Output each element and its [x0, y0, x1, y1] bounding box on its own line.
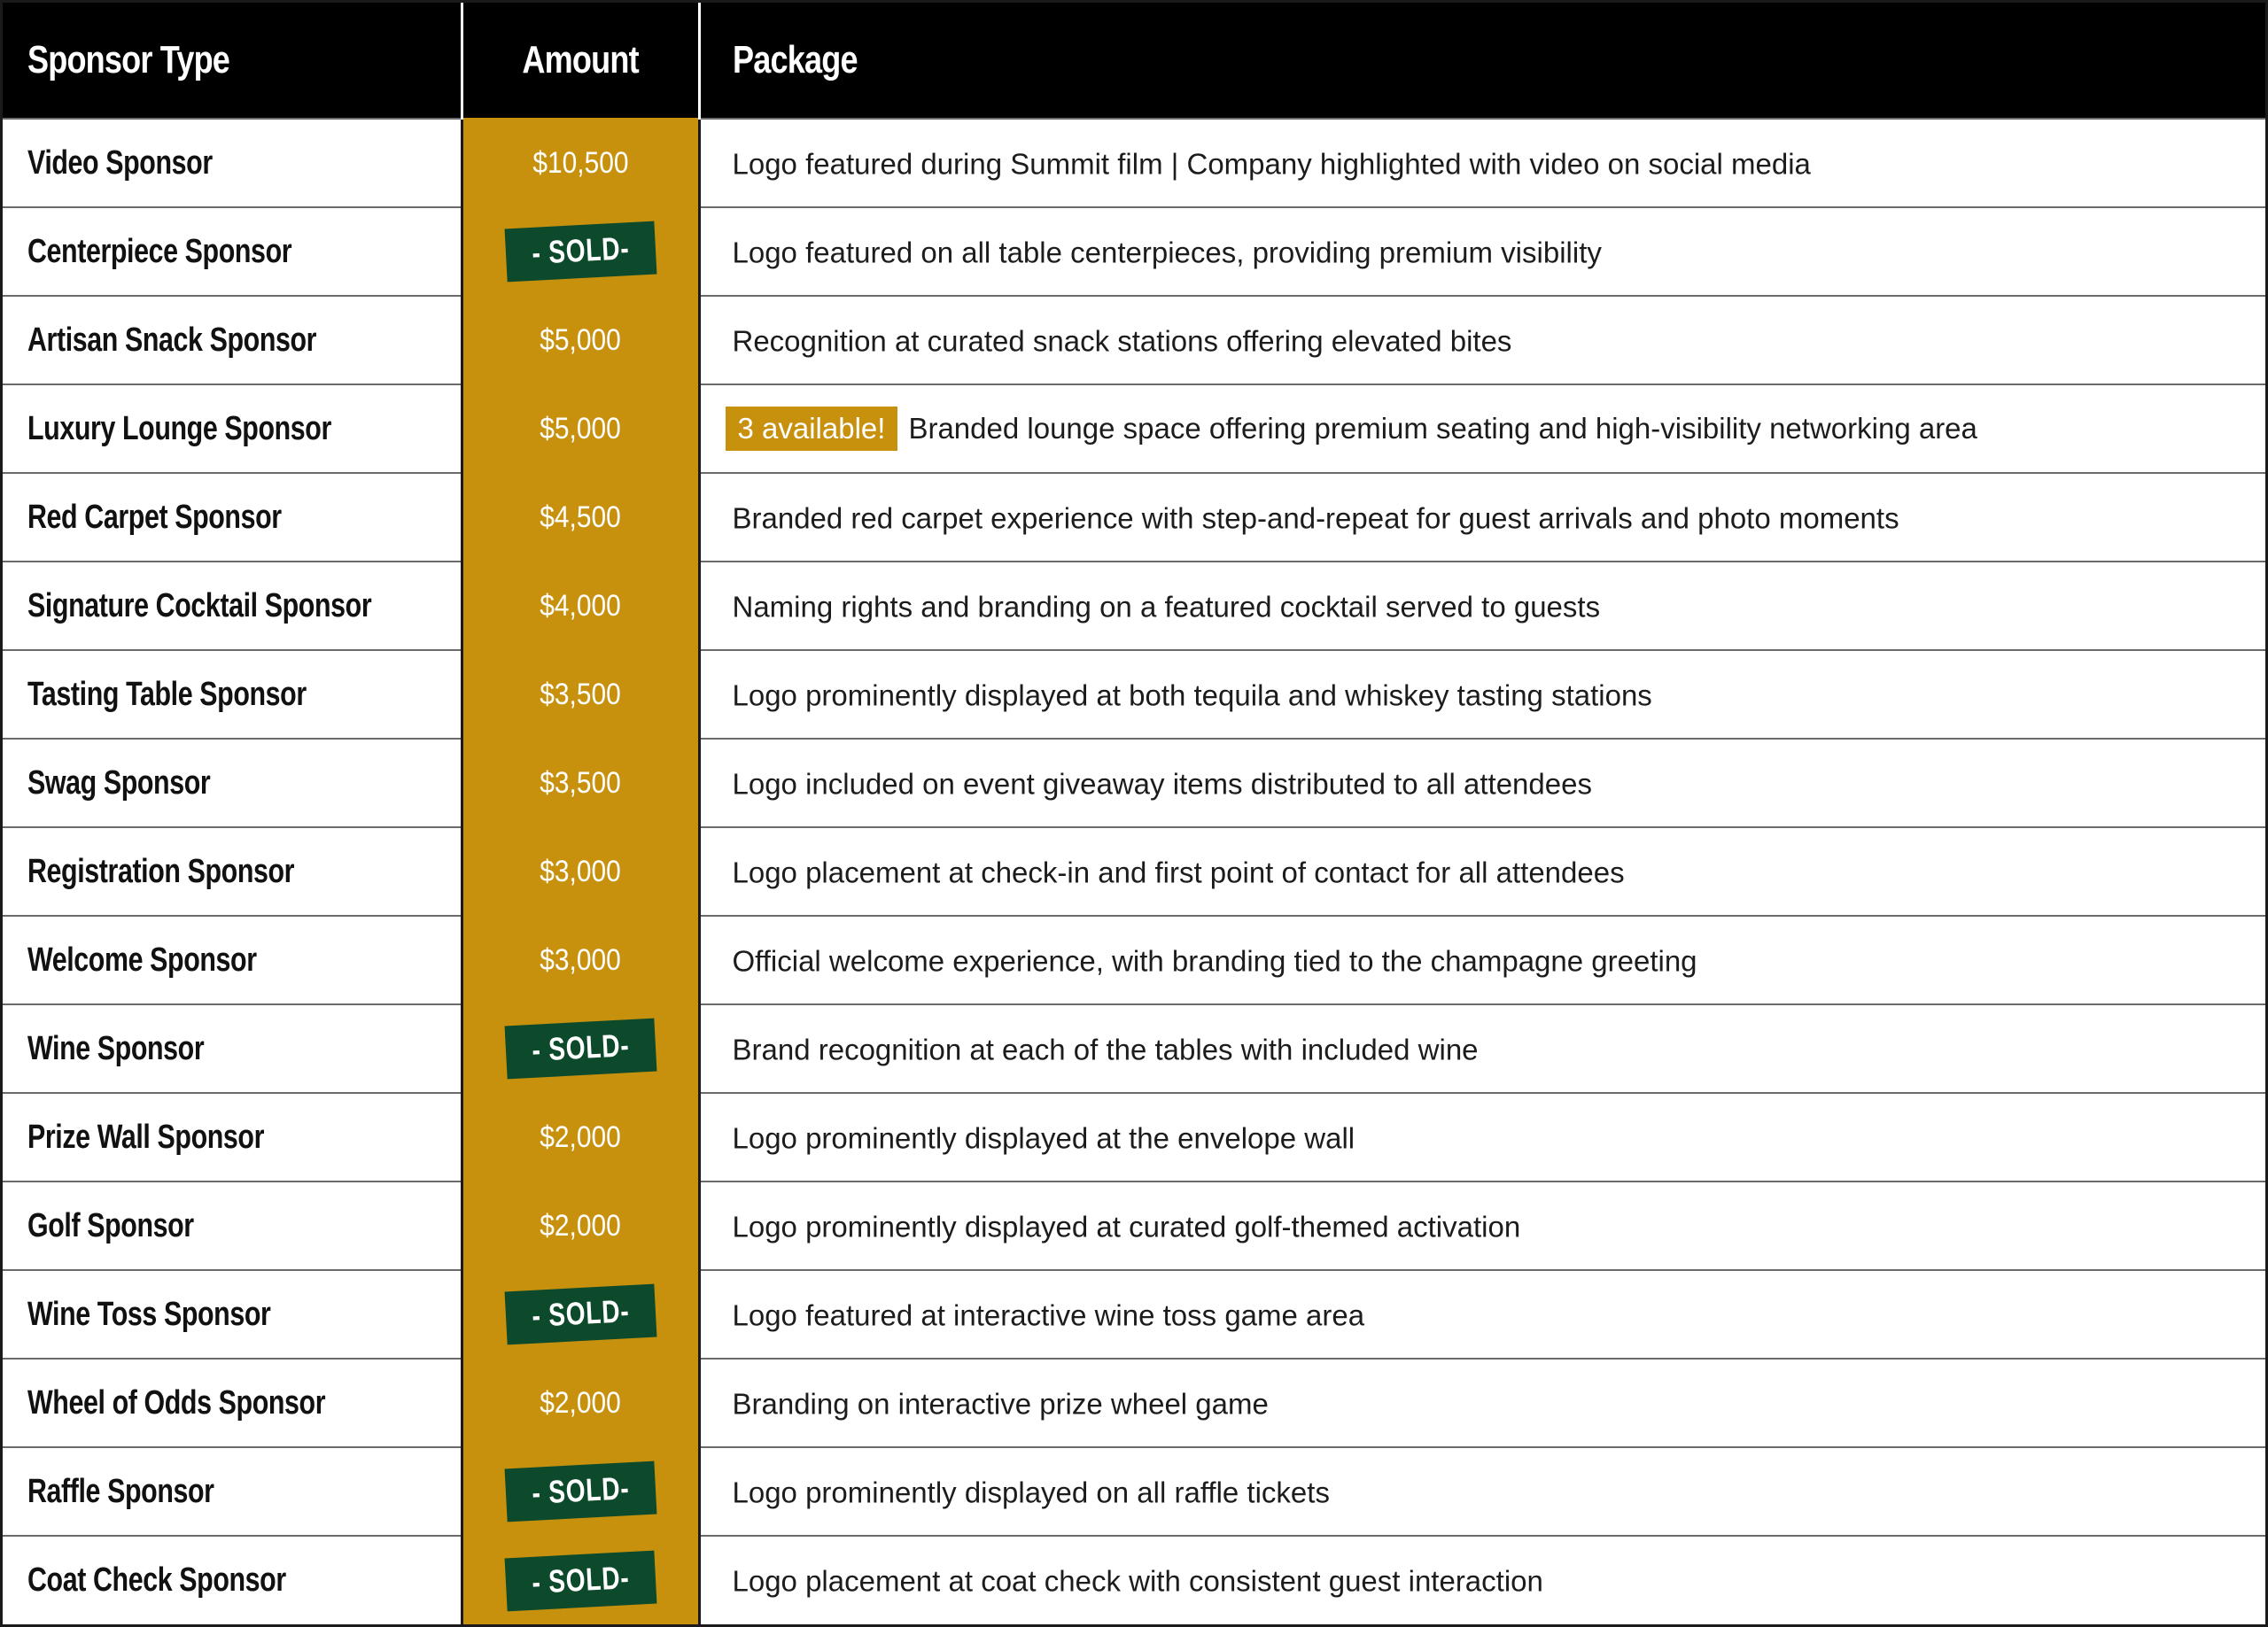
- package-description: Logo placement at coat check with consistent guest interaction: [732, 1564, 1543, 1598]
- table-row: [3, 827, 2265, 916]
- package-description: Logo featured on all table centerpieces, providing premium visibility: [732, 236, 1602, 269]
- sponsor-type-cell: [3, 384, 462, 473]
- package-description: Branded lounge space offering premium seating and high-visibility networking area: [908, 412, 1977, 445]
- amount-cell: [462, 473, 699, 562]
- package-description: Logo featured during Summit film | Company highlighted with video on social media: [732, 147, 1811, 181]
- amount-cell: [462, 1093, 699, 1182]
- package-cell: [699, 562, 2265, 650]
- sponsor-type-label: Red Carpet Sponsor: [27, 498, 282, 536]
- sponsor-type-cell: [3, 650, 462, 739]
- package-cell: [699, 119, 2265, 207]
- amount-value: $5,000: [540, 411, 621, 445]
- sponsor-type-label: Luxury Lounge Sponsor: [27, 409, 331, 447]
- amount-value: $3,000: [540, 854, 621, 888]
- amount-value: $5,000: [540, 322, 621, 357]
- sponsor-type-label: Video Sponsor: [27, 143, 213, 182]
- amount-cell: [462, 1359, 699, 1447]
- header-sponsor-type-label: Sponsor Type: [27, 38, 230, 81]
- header-sponsor-type: [3, 3, 462, 119]
- table-row: [3, 1004, 2265, 1093]
- sponsor-type-cell: [3, 473, 462, 562]
- package-description: Logo prominently displayed at the envelope wall: [732, 1121, 1355, 1155]
- package-cell: [699, 739, 2265, 827]
- amount-value: $3,500: [540, 677, 621, 711]
- package-description: Logo prominently displayed at both tequila and whiskey tasting stations: [732, 678, 1652, 712]
- sponsor-type-cell: [3, 1359, 462, 1447]
- sponsor-type-label: Prize Wall Sponsor: [27, 1118, 265, 1156]
- package-description: Logo featured at interactive wine toss game area: [732, 1298, 1365, 1332]
- package-description: Recognition at curated snack stations offering elevated bites: [732, 324, 1512, 358]
- sponsor-type-label: Wine Sponsor: [27, 1029, 205, 1067]
- sponsor-type-cell: [3, 562, 462, 650]
- amount-cell: [462, 739, 699, 827]
- package-cell: [699, 1447, 2265, 1536]
- sponsor-type-cell: [3, 207, 462, 296]
- header-amount: [462, 3, 699, 119]
- package-cell: [699, 827, 2265, 916]
- amount-cell: [462, 296, 699, 384]
- sponsor-type-cell: [3, 296, 462, 384]
- table-row: [3, 207, 2265, 296]
- sponsor-type-cell: [3, 1182, 462, 1270]
- package-cell: [699, 1182, 2265, 1270]
- sponsor-type-cell: [3, 1447, 462, 1536]
- amount-cell: [462, 827, 699, 916]
- table-row: [3, 1536, 2265, 1624]
- sold-badge-label: - SOLD-: [530, 1292, 630, 1334]
- sold-badge: [504, 1550, 656, 1611]
- table-row: [3, 1359, 2265, 1447]
- sponsor-type-label: Wheel of Odds Sponsor: [27, 1383, 326, 1422]
- sponsor-type-label: Tasting Table Sponsor: [27, 675, 307, 713]
- table-row: [3, 1270, 2265, 1359]
- header-package-label: Package: [732, 38, 858, 81]
- table-row: [3, 650, 2265, 739]
- availability-badge: 3 available!: [726, 407, 898, 451]
- amount-value: $3,000: [540, 942, 621, 977]
- sponsor-type-label: Wine Toss Sponsor: [27, 1295, 271, 1333]
- table-row: [3, 296, 2265, 384]
- sponsorship-table: [3, 3, 2265, 1624]
- sponsor-type-label: Swag Sponsor: [27, 763, 211, 802]
- sponsor-type-cell: [3, 1093, 462, 1182]
- table-row: [3, 916, 2265, 1004]
- amount-cell: [462, 1447, 699, 1536]
- package-cell: [699, 473, 2265, 562]
- table-row: [3, 1093, 2265, 1182]
- package-description: Branding on interactive prize wheel game: [732, 1387, 1269, 1421]
- sold-badge: [504, 1284, 656, 1345]
- package-description: Brand recognition at each of the tables with included wine: [732, 1033, 1479, 1066]
- package-cell: [699, 916, 2265, 1004]
- package-description: Branded red carpet experience with step-and-repeat for guest arrivals and photo moments: [732, 501, 1899, 535]
- sponsor-type-label: Coat Check Sponsor: [27, 1561, 286, 1599]
- sponsor-type-label: Welcome Sponsor: [27, 941, 257, 979]
- table-row: [3, 1182, 2265, 1270]
- package-cell: [699, 296, 2265, 384]
- amount-value: $2,000: [540, 1385, 621, 1420]
- table-row: [3, 384, 2265, 473]
- sponsor-type-cell: [3, 739, 462, 827]
- sponsor-type-cell: [3, 1270, 462, 1359]
- amount-cell: [462, 916, 699, 1004]
- amount-cell: [462, 650, 699, 739]
- package-cell: [699, 207, 2265, 296]
- table-body: [3, 119, 2265, 1624]
- package-description: Logo placement at check-in and first point of contact for all attendees: [732, 856, 1625, 889]
- package-cell: [699, 1093, 2265, 1182]
- amount-value: $2,000: [540, 1120, 621, 1154]
- package-description: Logo included on event giveaway items distributed to all attendees: [732, 767, 1592, 801]
- table-row: [3, 562, 2265, 650]
- package-description: Logo prominently displayed on all raffle tickets: [732, 1476, 1330, 1509]
- sold-badge-label: - SOLD-: [530, 1027, 630, 1068]
- sold-badge-label: - SOLD-: [530, 1558, 630, 1600]
- sponsor-type-label: Centerpiece Sponsor: [27, 232, 292, 270]
- amount-cell: [462, 207, 699, 296]
- sold-badge: [504, 1019, 656, 1080]
- sold-badge-label: - SOLD-: [530, 1469, 630, 1511]
- table-header: [3, 3, 2265, 119]
- package-cell: [699, 1004, 2265, 1093]
- amount-value: $3,500: [540, 765, 621, 800]
- sponsor-type-cell: [3, 916, 462, 1004]
- sponsor-type-label: Signature Cocktail Sponsor: [27, 586, 372, 624]
- amount-value: $10,500: [532, 145, 629, 180]
- sold-badge: [504, 1461, 656, 1522]
- sponsor-type-cell: [3, 119, 462, 207]
- sponsor-type-label: Golf Sponsor: [27, 1206, 194, 1244]
- package-cell: [699, 1359, 2265, 1447]
- package-cell: [699, 1536, 2265, 1624]
- sold-badge-label: - SOLD-: [530, 229, 630, 271]
- sponsor-type-label: Registration Sponsor: [27, 852, 295, 890]
- package-cell: [699, 1270, 2265, 1359]
- header-row: [3, 3, 2265, 119]
- sponsor-type-label: Raffle Sponsor: [27, 1472, 214, 1510]
- amount-value: $4,000: [540, 588, 621, 623]
- package-description: Official welcome experience, with branding tied to the champagne greeting: [732, 944, 1697, 978]
- amount-cell: [462, 1004, 699, 1093]
- header-amount-label: Amount: [522, 38, 639, 81]
- amount-cell: [462, 562, 699, 650]
- package-cell: [699, 650, 2265, 739]
- package-cell: [699, 384, 2265, 473]
- header-package: [699, 3, 2265, 119]
- amount-cell: [462, 1182, 699, 1270]
- table-row: [3, 119, 2265, 207]
- amount-cell: [462, 1536, 699, 1624]
- amount-cell: [462, 384, 699, 473]
- sponsor-type-label: Artisan Snack Sponsor: [27, 321, 317, 359]
- package-description: Naming rights and branding on a featured cocktail served to guests: [732, 590, 1601, 624]
- amount-cell: [462, 119, 699, 207]
- table-row: [3, 739, 2265, 827]
- table-row: [3, 1447, 2265, 1536]
- amount-value: $2,000: [540, 1208, 621, 1243]
- amount-cell: [462, 1270, 699, 1359]
- sponsor-type-cell: [3, 1004, 462, 1093]
- amount-value: $4,500: [540, 500, 621, 534]
- sponsor-type-cell: [3, 1536, 462, 1624]
- sponsor-type-cell: [3, 827, 462, 916]
- package-description: Logo prominently displayed at curated golf-themed activation: [732, 1210, 1521, 1243]
- table-row: [3, 473, 2265, 562]
- sold-badge: [504, 221, 656, 283]
